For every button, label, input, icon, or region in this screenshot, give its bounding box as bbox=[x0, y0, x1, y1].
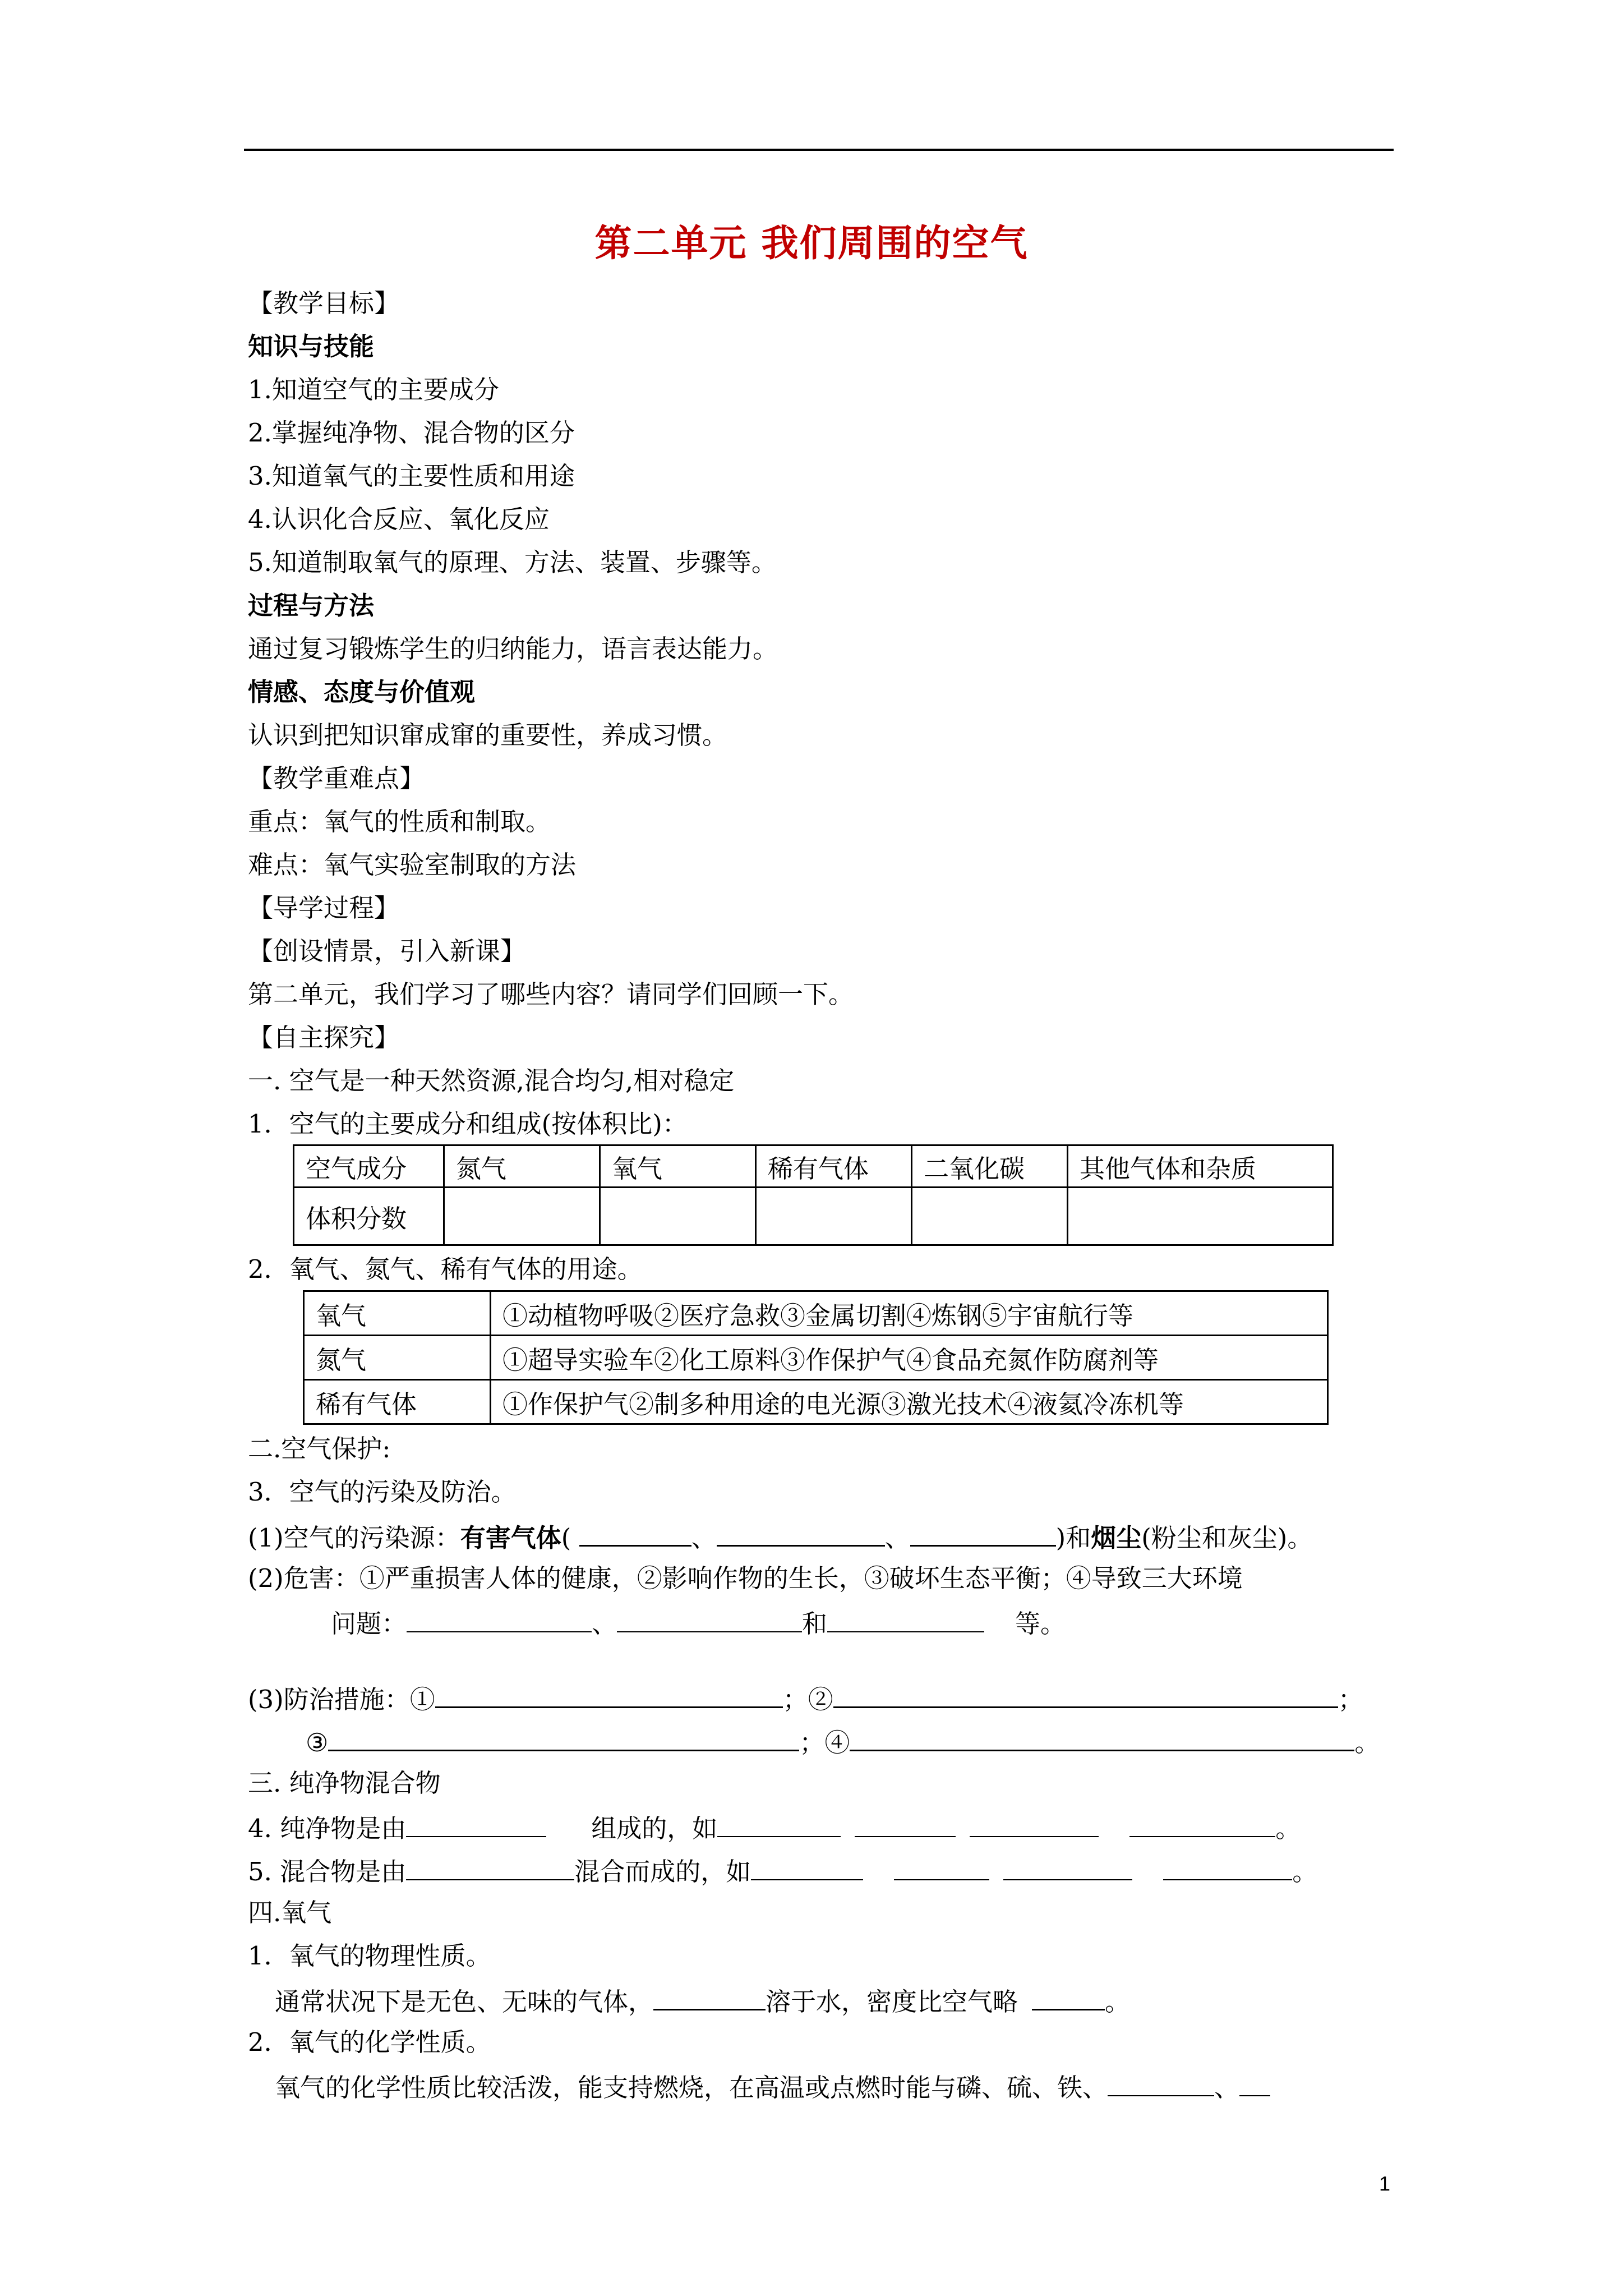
goal-4: 4.认识化合反应、氧化反应 bbox=[248, 504, 550, 534]
goal-2: 2.掌握纯净物、混合物的区分 bbox=[248, 418, 575, 448]
table-cell: 空气成分 bbox=[294, 1145, 444, 1188]
item-o2: 2．氧气的化学性质。 bbox=[248, 2027, 491, 2057]
blank-field[interactable] bbox=[406, 1814, 546, 1837]
item-5a: 5. 混合物是由 bbox=[248, 1857, 407, 1887]
prevent-end: ； bbox=[1338, 1685, 1363, 1714]
table-cell[interactable] bbox=[600, 1188, 756, 1245]
table-row bbox=[304, 1380, 1328, 1424]
table-row bbox=[294, 1188, 1333, 1245]
goal-5: 5.知道制取氧气的原理、方法、装置、步骤等。 bbox=[248, 547, 777, 577]
blank-field[interactable] bbox=[617, 1609, 802, 1632]
table-cell: 氧气 bbox=[304, 1291, 491, 1336]
blank-field[interactable] bbox=[717, 1814, 841, 1837]
pollution-sep: 、 bbox=[884, 1523, 910, 1553]
table-cell: 其他气体和杂质 bbox=[1068, 1145, 1333, 1188]
blank-field[interactable] bbox=[579, 1522, 691, 1547]
table-row bbox=[294, 1145, 1333, 1188]
table-cell: 氮气 bbox=[444, 1145, 600, 1188]
table-cell: 稀有气体 bbox=[304, 1380, 491, 1424]
blank-field[interactable] bbox=[855, 1814, 956, 1837]
table-cell: 二氧化碳 bbox=[912, 1145, 1068, 1188]
pollution-prefix: (1)空气的污染源： bbox=[248, 1523, 460, 1553]
prevent-sep: ；② bbox=[782, 1685, 833, 1714]
section-4: 四.氧气 bbox=[248, 1898, 332, 1927]
heading-teaching-goals: 【教学目标】 bbox=[248, 288, 400, 318]
blank-field[interactable] bbox=[1032, 1986, 1105, 2010]
o1-end: 。 bbox=[1105, 1987, 1131, 2017]
blank-field[interactable] bbox=[910, 1522, 1056, 1547]
blank-field[interactable] bbox=[833, 1684, 1338, 1708]
section-2: 二.空气保护: bbox=[248, 1434, 391, 1464]
blank-field[interactable] bbox=[751, 1857, 863, 1880]
blank-field[interactable] bbox=[970, 1814, 1099, 1837]
table-cell: 稀有气体 bbox=[756, 1145, 912, 1188]
blank-field[interactable] bbox=[1108, 2073, 1214, 2096]
harm-cont-line bbox=[331, 1609, 1066, 1639]
item-5end: 。 bbox=[1292, 1857, 1318, 1887]
table-cell: ①动植物呼吸②医疗急救③金属切割④炼钢⑤宇宙航行等 bbox=[491, 1291, 1328, 1336]
goal-1: 1.知道空气的主要成分 bbox=[248, 375, 499, 404]
blank-field[interactable] bbox=[850, 1727, 1354, 1751]
blank-field[interactable] bbox=[435, 1684, 783, 1708]
item-1: 1．空气的主要成分和组成(按体积比)： bbox=[248, 1109, 688, 1139]
page-number: 1 bbox=[1378, 2172, 1390, 2195]
item-5b: 混合而成的，如 bbox=[574, 1857, 751, 1887]
prevent-line-2 bbox=[306, 1727, 1380, 1755]
heading-knowledge-skills: 知识与技能 bbox=[248, 332, 375, 361]
air-composition-table bbox=[293, 1144, 1334, 1246]
prevent-line-1 bbox=[248, 1684, 1363, 1712]
key-point: 重点：氧气的性质和制取。 bbox=[248, 807, 551, 836]
table-cell[interactable] bbox=[756, 1188, 912, 1245]
table-cell[interactable] bbox=[444, 1188, 600, 1245]
item-2: 2．氧气、氮气、稀有气体的用途。 bbox=[248, 1254, 643, 1284]
header-rule bbox=[244, 149, 1394, 151]
blank-field[interactable] bbox=[717, 1522, 885, 1547]
blank-field[interactable] bbox=[406, 1857, 574, 1880]
table-cell: 氮气 bbox=[304, 1336, 491, 1380]
prevent-prefix: (3)防治措施：① bbox=[248, 1685, 435, 1714]
item-4b: 组成的，如 bbox=[591, 1814, 718, 1843]
heading-guide-process: 【导学过程】 bbox=[248, 893, 400, 923]
item-4-line bbox=[248, 1814, 1301, 1841]
harm-cont: 问题： bbox=[331, 1609, 407, 1639]
pollution-harmful: 有害气体 bbox=[460, 1523, 561, 1553]
pollution-line bbox=[248, 1522, 1313, 1553]
o2-sep: 、 bbox=[1214, 2073, 1240, 2102]
pollution-sep: 、 bbox=[691, 1523, 717, 1553]
pollution-dust-note: (粉尘和灰尘)。 bbox=[1141, 1523, 1313, 1553]
pollution-close: )和 bbox=[1055, 1523, 1091, 1553]
prevent-end: 。 bbox=[1354, 1728, 1380, 1757]
o1-line bbox=[275, 1986, 1131, 2017]
harm-sep: 、 bbox=[592, 1609, 617, 1639]
section-3: 三. 纯净物混合物 bbox=[248, 1768, 441, 1798]
prevent-3: ③ bbox=[306, 1728, 329, 1757]
heading-self-explore: 【自主探究】 bbox=[248, 1023, 400, 1052]
emotion-text: 认识到把知识窜成窜的重要性，养成习惯。 bbox=[248, 720, 728, 750]
process-text: 通过复习锻炼学生的归纳能力，语言表达能力。 bbox=[248, 634, 778, 664]
item-4end: 。 bbox=[1275, 1814, 1301, 1843]
item-5-line bbox=[248, 1857, 1318, 1887]
heading-key-difficult: 【教学重难点】 bbox=[248, 763, 425, 793]
page-title: 第二单元 我们周围的空气 bbox=[594, 221, 1029, 265]
harm-and: 和 bbox=[802, 1609, 828, 1639]
table-cell: ①超导实验车②化工原料③作保护气④食品充氮作防腐剂等 bbox=[491, 1336, 1328, 1380]
blank-field[interactable] bbox=[1239, 2073, 1270, 2096]
blank-field[interactable] bbox=[653, 1986, 766, 2010]
item-4a: 4. 纯净物是由 bbox=[248, 1814, 407, 1843]
table-cell[interactable] bbox=[1068, 1188, 1333, 1245]
blank-field[interactable] bbox=[827, 1609, 984, 1632]
o2-text: 氧气的化学性质比较活泼，能支持燃烧，在高温或点燃时能与磷、硫、铁、 bbox=[275, 2073, 1108, 2102]
blank-field[interactable] bbox=[1129, 1814, 1275, 1837]
blank-field[interactable] bbox=[328, 1727, 799, 1751]
goal-3: 3.知道氧气的主要性质和用途 bbox=[248, 461, 575, 491]
gas-uses-table bbox=[303, 1290, 1329, 1425]
heading-emotion-values: 情感、态度与价值观 bbox=[248, 677, 476, 707]
blank-field[interactable] bbox=[1163, 1857, 1292, 1880]
pollution-dust: 烟尘 bbox=[1091, 1523, 1142, 1553]
table-row bbox=[304, 1336, 1328, 1380]
heading-create-scene: 【创设情景，引入新课】 bbox=[248, 936, 526, 966]
scene-text: 第二单元，我们学习了哪些内容？请同学们回顾一下。 bbox=[248, 979, 854, 1009]
harm-end: 等。 bbox=[1015, 1609, 1066, 1639]
pollution-open: ( bbox=[561, 1523, 571, 1553]
prevent-4: ；④ bbox=[799, 1728, 850, 1757]
o1-a: 通常状况下是无色、无味的气体， bbox=[275, 1987, 654, 2017]
o2-line bbox=[275, 2073, 1270, 2100]
o1-b: 溶于水，密度比空气略 bbox=[766, 1987, 1018, 2017]
harm-text: (2)危害：①严重损害人体的健康，②影响作物的生长，③破坏生态平衡；④导致三大环境 bbox=[248, 1563, 1243, 1593]
blank-field[interactable] bbox=[407, 1609, 592, 1632]
difficult-point: 难点：氧气实验室制取的方法 bbox=[248, 850, 577, 880]
table-cell: 氧气 bbox=[600, 1145, 756, 1188]
table-cell: ①作保护气②制多种用途的电光源③激光技术④液氦冷冻机等 bbox=[491, 1380, 1328, 1424]
heading-process-method: 过程与方法 bbox=[248, 591, 375, 620]
blank-field[interactable] bbox=[1003, 1857, 1132, 1880]
item-o1: 1．氧气的物理性质。 bbox=[248, 1941, 491, 1971]
item-3: 3．空气的污染及防治。 bbox=[248, 1477, 517, 1507]
blank-field[interactable] bbox=[894, 1857, 989, 1880]
section-1: 一. 空气是一种天然资源,混合均匀,相对稳定 bbox=[248, 1066, 735, 1096]
table-cell: 体积分数 bbox=[294, 1188, 444, 1245]
table-row bbox=[304, 1291, 1328, 1336]
table-cell[interactable] bbox=[912, 1188, 1068, 1245]
